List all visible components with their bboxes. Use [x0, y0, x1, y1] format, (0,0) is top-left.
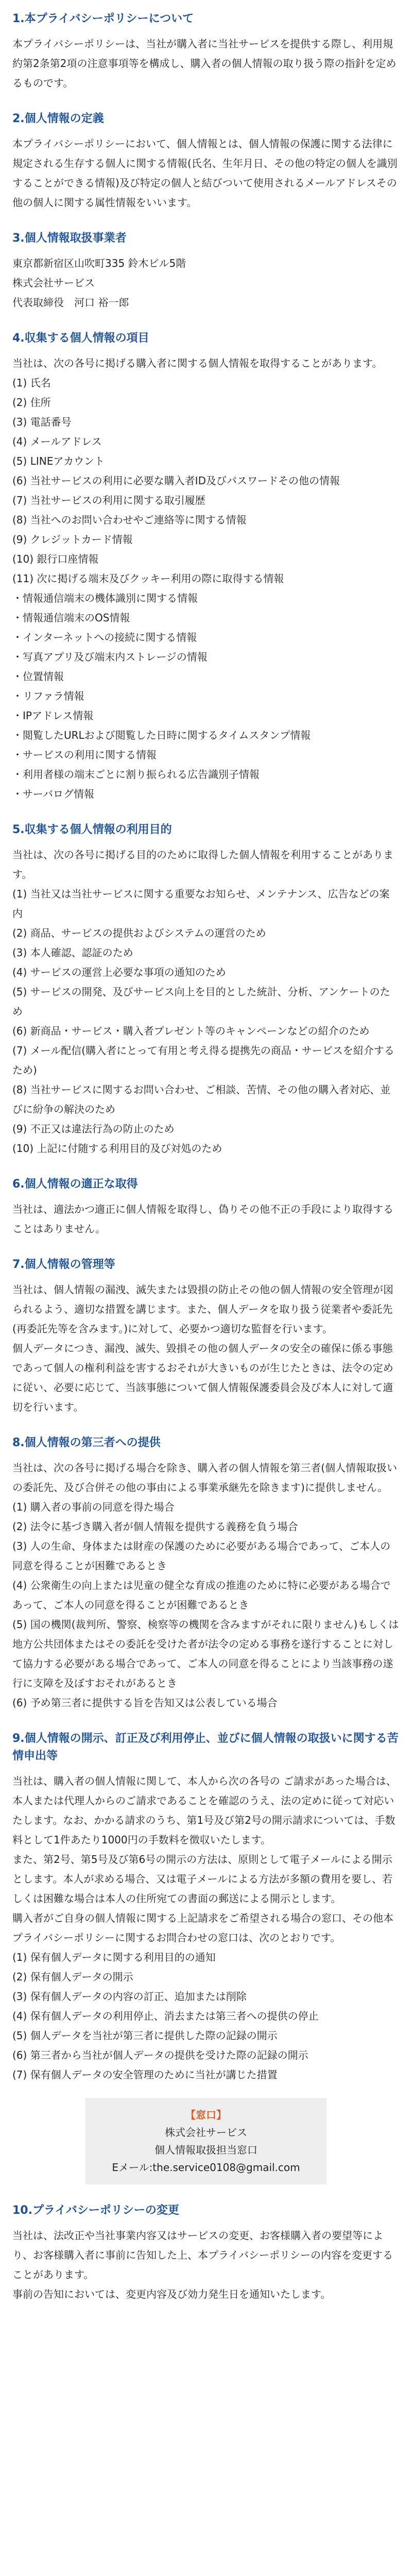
section-paragraph: 購入者がご自身の個人情報に関する上記請求をご希望される場合の窓口、その他本プライバシーポリシーに関するお問合わせの窓口は、次のとおりです。 [12, 1912, 393, 1944]
list-item: (7) 保有個人データの安全管理のために当社が講じた措置 [12, 2069, 278, 2081]
contact-company: 株式会社サービス [165, 2126, 247, 2139]
list-item: (3) 人の生命、身体または財産の保護のために必要がある場合であって、ご本人の同意を得ることが困難であるとき [12, 1540, 391, 1572]
list-item: (5) 個人データを当社が第三者に提供した際の記録の開示 [12, 2029, 278, 2042]
section-paragraph: 本プライバシーポリシーは、当社が購入者に当社サービスを提供する際し、利用規約第2条第2項の注意事項等を構成し、購入者の個人情報の取り扱う際の指針を定めるものです。 [12, 38, 397, 89]
list-item: (11) 次に掲げる端末及びクッキー利用の際に取得する情報 [12, 572, 284, 585]
bullet-item: ・位置情報 [12, 670, 64, 683]
section-third-party-provision [12, 1434, 400, 1713]
list-item: (1) 当社又は当社サービスに関する重要なお知らせ、メンテナンス、広告などの案内 [12, 888, 390, 920]
list-item: (10) 銀行口座情報 [12, 553, 99, 565]
list-item: (6) 新商品・サービス・購入者プレゼント等のキャンペーンなどの紹介のため [12, 1025, 370, 1037]
bullet-item: ・写真アプリ及び端末内ストレージの情報 [12, 651, 208, 663]
section-about-policy [12, 10, 400, 93]
section-heading: 6.個人情報の適正な取得 [12, 1178, 138, 1191]
list-item: (2) 住所 [12, 396, 51, 409]
list-item: (6) 予め第三者に提供する旨を告知又は公表している場合 [12, 1697, 278, 1709]
section-collected-items [12, 330, 400, 804]
section-paragraph: 当社は、購入者の個人情報に関して、本人から次の各号の ご請求があった場合は、本人または代理人からのご請求であることを確認のうえ、法の定めに従って対応いたします。なお、かかる請求のうち、第1号及び第2号の開示請求については、手数料として1件あたり1000円の手数料を徴収いたします。 [12, 1775, 397, 1846]
list-item: (6) 第三者から当社が個人データの提供を受けた際の記録の開示 [12, 2049, 308, 2061]
bullet-item: ・インターネットへの接続に関する情報 [12, 631, 197, 643]
section-heading: 7.個人情報の管理等 [12, 1258, 115, 1271]
list-item: (10) 上記に付随する利用目的及び対処のため [12, 1142, 222, 1155]
operator-company: 株式会社サービス [12, 277, 95, 289]
list-item: (4) 公衆衛生の向上または児童の健全な育成の推進のために特に必要がある場合であって、ご本人の同意を得ることが困難であるとき [12, 1579, 391, 1611]
section-definition [12, 110, 400, 212]
list-item: (4) 保有個人データの利用停止、消去または第三者への提供の停止 [12, 2010, 319, 2022]
contact-title: 【窓口】 [185, 2109, 227, 2121]
list-item: (3) 電話番号 [12, 416, 72, 428]
operator-address: 東京都新宿区山吹町335 鈴木ビル5階 [12, 257, 186, 269]
section-paragraph: 当社は、適法かつ適正に個人情報を取得し、偽りその他不正の手段により取得することはありません。 [12, 1203, 393, 1235]
section-policy-changes [12, 2202, 400, 2304]
operator-representative: 代表取締役 河口 裕一郎 [12, 296, 129, 309]
list-item: (1) 氏名 [12, 377, 51, 389]
list-item: (2) 法令に基づき購入者が個人情報を提供する義務を負う場合 [12, 1520, 298, 1533]
list-item: (2) 商品、サービスの提供およびシステムの運営のため [12, 927, 266, 939]
list-item: (4) メールアドレス [12, 435, 102, 448]
list-item: (8) 当社へのお問い合わせやご連絡等に関する情報 [12, 514, 247, 526]
contact-email[interactable]: Eメール:the.service0108@gmail.com [112, 2161, 300, 2174]
list-item: (3) 保有個人データの内容の訂正、追加または削除 [12, 1990, 247, 2003]
bullet-item: ・IPアドレス情報 [12, 709, 94, 722]
bullet-item: ・サーバログ情報 [12, 788, 94, 800]
section-paragraph: 事前の告知においては、変更内容及び効力発生日を通知いたします。 [12, 2288, 331, 2300]
list-item: (9) クレジットカード情報 [12, 533, 133, 546]
list-item: (5) LINEアカウント [12, 455, 105, 467]
section-paragraph: 当社は、法改正や当社事業内容又はサービスの変更、お客様購入者の要望等により、お客様購入者に事前に告知した上、本プライバシーポリシーの内容を変更することがあります。 [12, 2229, 393, 2281]
section-paragraph: また、第2号、第5号及び第6号の開示の方法は、原則として電子メールによる開示とします。本人が求める場合、又は電子メールによる方法が多額の費用を要し、若しくは困難な場合は本人の住所宛ての書面の郵送による開示とします。 [12, 1853, 392, 1905]
section-heading: 5.収集する個人情報の利用目的 [12, 823, 172, 836]
section-heading: 8.個人情報の第三者への提供 [12, 1436, 161, 1449]
section-heading: 10.プライバシーポリシーの変更 [12, 2204, 179, 2217]
list-item: (7) メール配信(購入者にとって有用と考え得る提携先の商品・サービスを紹介するため) [12, 1044, 394, 1076]
bullet-item: ・リファラ情報 [12, 690, 84, 702]
list-item: (5) サービスの開発、及びサービス向上を目的とした統計、分析、アンケートのため [12, 986, 390, 1018]
list-item: (1) 保有個人データに関する利用目的の通知 [12, 1951, 216, 1963]
list-item: (6) 当社サービスの利用に必要な購入者ID及びパスワードその他の情報 [12, 474, 340, 487]
section-business-operator [12, 230, 400, 312]
list-item: (4) サービスの運営上必要な事項の通知のため [12, 966, 226, 978]
section-purpose-of-use [12, 821, 400, 1158]
section-paragraph: 当社は、次の各号に掲げる場合を除き、購入者の個人情報を第三者(個人情報取扱いの委託先、及び合併その他の事由による事業承継先を除きます)に提供しません。 [12, 1462, 398, 1494]
section-heading: 2.個人情報の定義 [12, 112, 104, 125]
list-item: (1) 購入者の事前の同意を得た場合 [12, 1501, 175, 1513]
list-item: (5) 国の機関(裁判所、警察、検察等の機関を含みますがそれに限りません)もしくは地方公共団体またはその委託を受けた者が法令の定める事務を遂行することに対して協力する必要がある場合であって、ご本人の同意を得ることにより当該事務の遂行に支障を及ぼすおそれがあるとき [12, 1618, 399, 1689]
contact-department: 個人情報取扱担当窓口 [154, 2144, 258, 2156]
section-paragraph: 当社は、個人情報の漏洩、滅失または毀損の防止その他の個人情報の安全管理が図られるよう、適切な措置を講じます。また、個人データを取り扱う従業者や委託先(再委託先等を含みます。)に対して、必要かつ適切な監督を行います。 [12, 1283, 393, 1335]
section-paragraph: 当社は、次の各号に掲げる購入者に関する個人情報を取得することがあります。 [12, 357, 383, 369]
section-paragraph: 当社は、次の各号に掲げる目的のために取得した個人情報を利用することがあります。 [12, 849, 393, 880]
bullet-item: ・閲覧したURLおよび閲覧した日時に関するタイムスタンプ情報 [12, 729, 311, 741]
section-heading: 1.本プライバシーポリシーについて [12, 12, 194, 25]
section-heading: 3.個人情報取扱事業者 [12, 232, 127, 245]
section-proper-acquisition [12, 1176, 400, 1239]
list-item: (3) 本人確認、認証のため [12, 946, 133, 959]
section-paragraph: 本プライバシーポリシーにおいて、個人情報とは、個人情報の保護に関する法律に規定される生存する個人に関する情報(氏名、生年月日、その他の特定の個人を識別することができる情報)及び特定の個人と結びついて使用されるメールアドレスその他の個人に関する属性情報をいいます。 [12, 138, 398, 209]
bullet-item: ・サービスの利用に関する情報 [12, 749, 157, 761]
list-item: (7) 当社サービスの利用に関する取引履歴 [12, 494, 205, 506]
contact-box [85, 2098, 327, 2184]
list-item: (2) 保有個人データの開示 [12, 1971, 133, 1983]
bullet-item: ・情報通信端末のOS情報 [12, 612, 130, 624]
bullet-item: ・利用者様の端末ごとに割り振られる広告識別子情報 [12, 768, 260, 781]
section-heading: 4.収集する個人情報の項目 [12, 332, 149, 345]
list-item: (9) 不正又は違法行為の防止のため [12, 1123, 175, 1135]
list-item: (8) 当社サービスに関するお問い合わせ、ご相談、苦情、その他の購入者対応、並びに紛争の解決のため [12, 1083, 391, 1115]
section-disclosure-requests [12, 1730, 400, 2184]
section-management [12, 1256, 400, 1417]
section-paragraph: 個人データにつき、漏洩、滅失、毀損その他の個人データの安全の確保に係る事態であって個人の権利利益を害するおそれが大きいものが生じたときは、法令の定めに従い、必要に応じて、当該事態について個人情報保護委員会及び本人に対して適切を行います。 [12, 1342, 393, 1413]
section-heading: 9.個人情報の開示、訂正及び利用停止、並びに個人情報の取扱いに関する苦情申出等 [12, 1732, 399, 1762]
bullet-item: ・情報通信端末の機体識別に関する情報 [12, 592, 198, 604]
